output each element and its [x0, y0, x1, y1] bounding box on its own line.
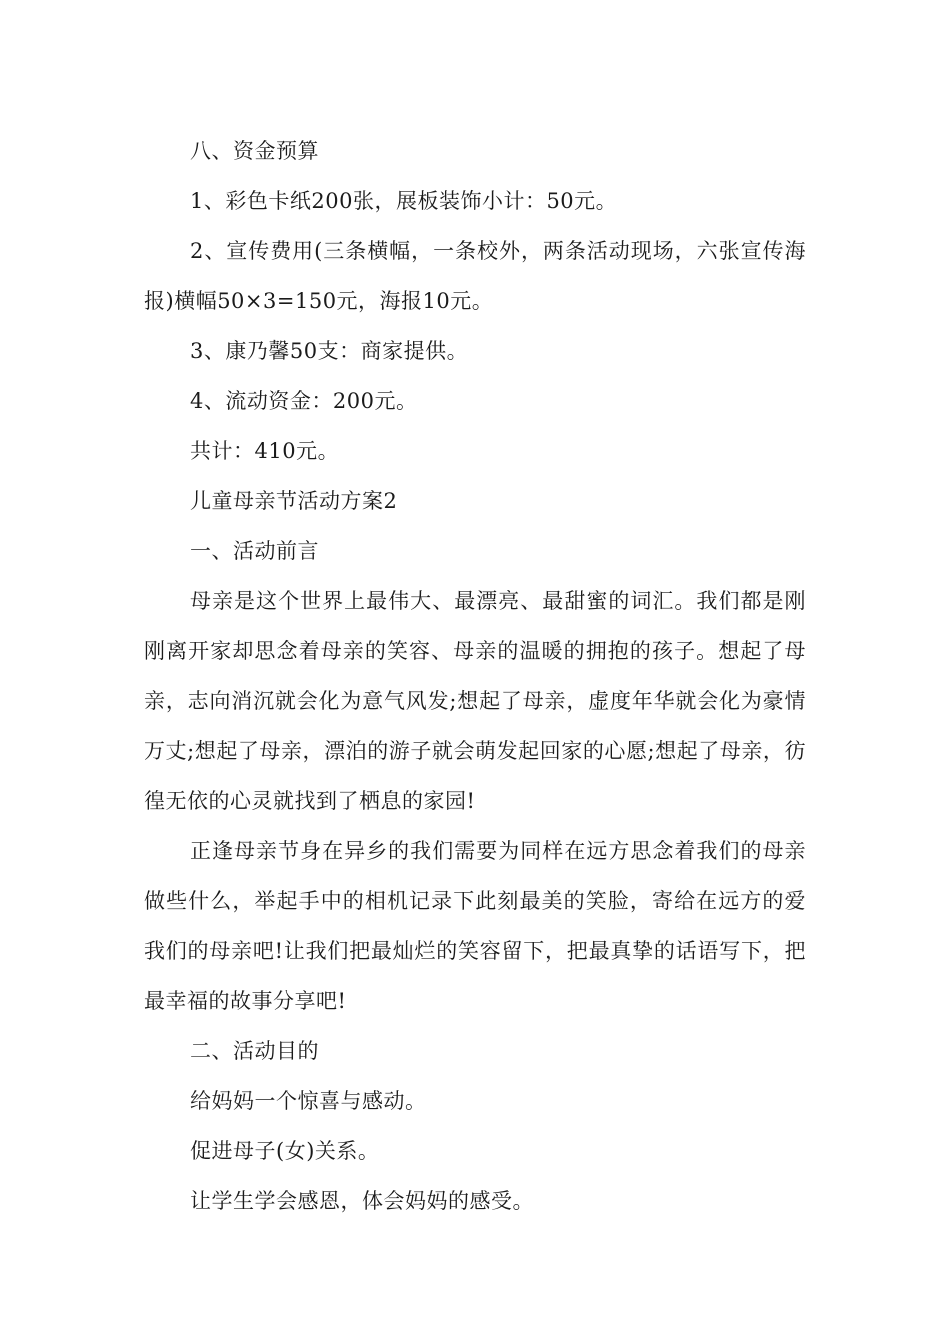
- section-heading-purpose: 二、活动目的: [190, 1039, 319, 1063]
- budget-item-3: 3、康乃馨50支：商家提供。: [190, 339, 469, 363]
- purpose-item-2: 促进母子(女)关系。: [190, 1139, 380, 1163]
- purpose-item-3: 让学生学会感恩，体会妈妈的感受。: [190, 1189, 534, 1213]
- section-heading-preface: 一、活动前言: [190, 539, 319, 563]
- plan-title: 儿童母亲节活动方案2: [190, 489, 398, 513]
- preface-paragraph-1: 母亲是这个世界上最伟大、最漂亮、最甜蜜的词汇。我们都是刚刚离开家却思念着母亲的笑容、母亲的温暖的拥抱的孩子。想起了母亲，志向消沉就会化为意气风发;想起了母亲，虚度年华就会化为豪情万丈;想起了母亲，漂泊的游子就会萌发起回家的心愿;想起了母亲，彷徨无依的心灵就找到了栖息的家园!: [144, 589, 806, 813]
- budget-item-4: 4、流动资金：200元。: [190, 389, 418, 413]
- budget-item-1: 1、彩色卡纸200张，展板装饰小计：50元。: [190, 189, 618, 213]
- purpose-item-1: 给妈妈一个惊喜与感动。: [190, 1089, 427, 1113]
- budget-total: 共计：410元。: [190, 439, 340, 463]
- document-body: [144, 126, 806, 1226]
- budget-item-2: 2、宣传费用(三条横幅，一条校外，两条活动现场，六张宣传海报)横幅50×3=150元，海报10元。: [144, 239, 806, 313]
- section-heading-budget: 八、资金预算: [190, 139, 319, 163]
- preface-paragraph-2: 正逢母亲节身在异乡的我们需要为同样在远方思念着我们的母亲做些什么，举起手中的相机记录下此刻最美的笑脸，寄给在远方的爱我们的母亲吧!让我们把最灿烂的笑容留下，把最真挚的话语写下，把最幸福的故事分享吧!: [144, 839, 806, 1013]
